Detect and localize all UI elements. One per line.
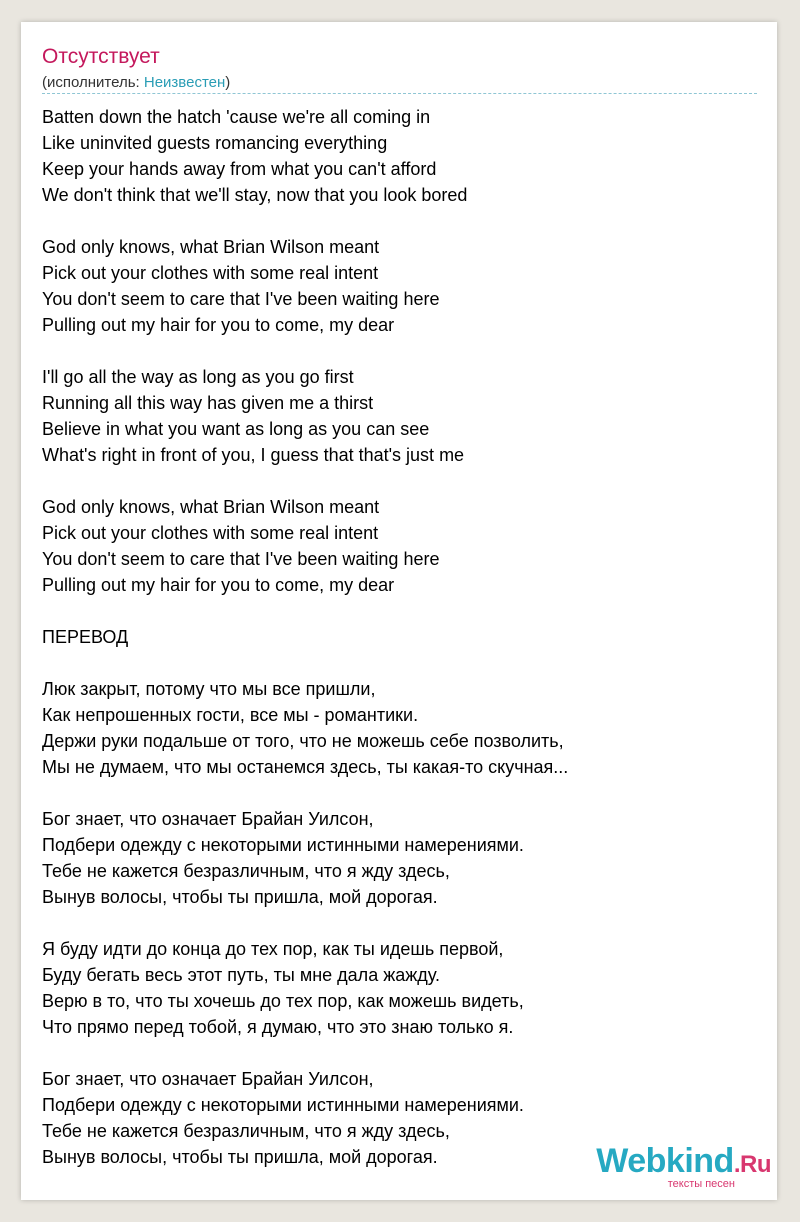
lyrics-card xyxy=(21,22,777,1200)
lyrics-stanza xyxy=(42,494,757,598)
site-logo[interactable] xyxy=(596,1144,771,1190)
lyrics-line: Believe in what you want as long as you can see xyxy=(42,419,430,439)
song-title: Отсутствует xyxy=(42,45,160,68)
lyrics-line: Pick out your clothes with some real intent xyxy=(42,263,379,283)
title-divider xyxy=(42,93,757,94)
lyrics-line: Я буду идти до конца до тех пор, как ты идешь первой, xyxy=(42,939,504,959)
lyrics-stanza xyxy=(42,624,757,650)
lyrics-line: Буду бегать весь этот путь, ты мне дала жажду. xyxy=(42,965,440,985)
lyrics-stanza xyxy=(42,806,757,910)
lyrics-line: I'll go all the way as long as you go first xyxy=(42,367,354,387)
lyrics-line: Держи руки подальше от того, что не можешь себе позволить, xyxy=(42,731,564,751)
logo-tld: .Ru xyxy=(733,1151,771,1178)
lyrics-line: Pick out your clothes with some real intent xyxy=(42,523,379,543)
logo-name: Webkind xyxy=(596,1142,734,1180)
lyrics-line: Подбери одежду с некоторыми истинными намерениями. xyxy=(42,1095,524,1115)
logo-tagline: тексты песен xyxy=(667,1178,735,1190)
lyrics-line: God only knows, what Brian Wilson meant xyxy=(42,237,380,257)
lyrics-line: Like uninvited guests romancing everything xyxy=(42,133,388,153)
artist-suffix: ) xyxy=(225,74,231,91)
lyrics-stanza xyxy=(42,364,757,468)
lyrics-stanza xyxy=(42,234,757,338)
lyrics-line: Keep your hands away from what you can't afford xyxy=(42,159,437,179)
lyrics-line: Вынув волосы, чтобы ты пришла, мой дорогая. xyxy=(42,1147,438,1167)
lyrics-body xyxy=(42,104,757,1196)
lyrics-line: Тебе не кажется безразличным, что я жду здесь, xyxy=(42,1121,450,1141)
lyrics-line: God only knows, what Brian Wilson meant xyxy=(42,497,380,517)
lyrics-stanza xyxy=(42,676,757,780)
lyrics-line: Как непрошенных гости, все мы - романтики. xyxy=(42,705,419,725)
lyrics-line: Вынув волосы, чтобы ты пришла, мой дорогая. xyxy=(42,887,438,907)
artist-link[interactable]: Неизвестен xyxy=(143,74,226,91)
lyrics-line: Pulling out my hair for you to come, my dear xyxy=(42,575,395,595)
lyrics-line: Pulling out my hair for you to come, my dear xyxy=(42,315,395,335)
lyrics-line: Batten down the hatch 'cause we're all coming in xyxy=(42,107,431,127)
artist-prefix: (исполнитель: xyxy=(42,74,144,91)
lyrics-stanza xyxy=(42,936,757,1040)
lyrics-line: You don't seem to care that I've been waiting here xyxy=(42,549,440,569)
lyrics-line: Верю в то, что ты хочешь до тех пор, как можешь видеть, xyxy=(42,991,524,1011)
lyrics-line: You don't seem to care that I've been waiting here xyxy=(42,289,440,309)
lyrics-line: Люк закрыт, потому что мы все пришли, xyxy=(42,679,376,699)
lyrics-line: Running all this way has given me a thirst xyxy=(42,393,374,413)
artist-line xyxy=(42,73,230,93)
logo-wordmark xyxy=(596,1144,771,1182)
lyrics-line: What's right in front of you, I guess that that's just me xyxy=(42,445,465,465)
lyrics-line: Подбери одежду с некоторыми истинными намерениями. xyxy=(42,835,524,855)
lyrics-line: Тебе не кажется безразличным, что я жду здесь, xyxy=(42,861,450,881)
lyrics-line: Что прямо перед тобой, я думаю, что это знаю только я. xyxy=(42,1017,514,1037)
lyrics-line: We don't think that we'll stay, now that you look bored xyxy=(42,185,468,205)
lyrics-line: Мы не думаем, что мы останемся здесь, ты какая-то скучная... xyxy=(42,757,569,777)
lyrics-line: Бог знает, что означает Брайан Уилсон, xyxy=(42,1069,374,1089)
lyrics-line: Бог знает, что означает Брайан Уилсон, xyxy=(42,809,374,829)
lyrics-stanza xyxy=(42,104,757,208)
lyrics-line: ПЕРЕВОД xyxy=(42,627,129,647)
